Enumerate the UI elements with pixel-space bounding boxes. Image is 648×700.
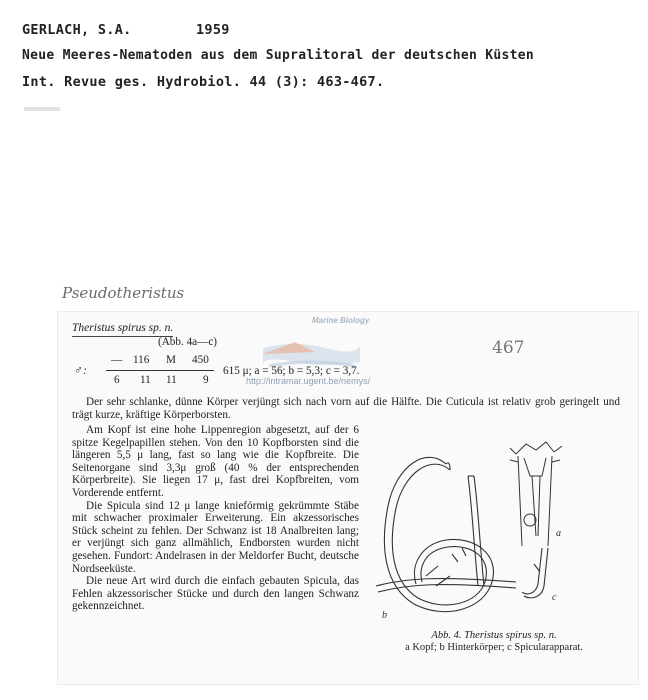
nematode-drawing [366,436,628,626]
formula-fraction-bar [106,370,214,371]
formula-bottom-2: 11 [140,374,151,386]
figure-caption-body: a Kopf; b Hinterkörper; c Spicularapparat. [405,642,583,653]
citation-title: Neue Meeres-Nematoden aus dem Supralitoral der deutschen Küsten [22,48,534,63]
citation-author: GERLACH, S.A. [22,22,132,38]
description-column [72,424,359,613]
figure-drawings [366,436,628,626]
formula-total-length: 615 μ; a = 56; b = 5,3; c = 3,7. [223,365,360,377]
species-figure-ref: (Abb. 4a—c) [158,336,218,348]
formula-top-2: 116 [133,354,150,366]
formula-bottom-1: 6 [114,374,120,386]
watermark-title: Marine Biology [312,316,370,325]
citation-year: 1959 [196,22,230,38]
description-text-3: Die Spicula sind 12 μ lange kniefórmig gekrümmte Stäbe mit schwacher proximaler Erweiterung. Ein akzessorisches Stück scheint zu fehlen. Der Schwanz ist 18 Analbreiten lang; er verjüngt sich ganz allmählich, Endborsten wurden nicht gesehen. Fundort: Andelrasen in der Meldorfer Bucht, deutsche Nordseeküste. [72,499,359,575]
watermark-url: http://intramar.ugent.be/nemys/ [246,376,371,386]
formula-top-3: M [166,354,176,366]
description-text-2: Am Kopf ist eine hohe Lippenregion abgesetzt, auf der 6 spitze Kegelpapillen stehen. Von den 10 Kopfborsten sind die längeren 5,5 μ lang, fast so lang wie die Kopfbreite. Die Seitenorgane sind 3,3μ groß (40 % der entsprechenden Körperbreite). Sie liegen 17 μ, fast drei Kopfbreiten, vom Vorderende entfernt. [72,424,359,499]
figure-label-b: b [382,610,387,621]
citation-journal: Int. Revue ges. Hydrobiol. 44 (3): 463-467. [22,74,385,90]
description-text-1: Der sehr schlanke, dünne Körper verjüngt sich nach vorn auf die Hälfte. Die Cuticula ist relativ grob geringelt und trägt kurze, kräftige Körperborsten. [72,396,620,421]
handwritten-page-number: 467 [492,338,525,358]
description-paragraph-1 [72,396,620,421]
formula-bottom-4: 9 [203,374,209,386]
figure-caption-title: Abb. 4. Theristus spirus sp. n. [431,630,557,641]
male-symbol: ♂: [74,363,87,377]
show-through-mark [24,104,64,114]
formula-top-4: 450 [192,354,209,366]
species-name: Theristus spirus sp. n. [72,322,173,337]
drawing-a [510,442,562,546]
figure-caption [376,630,612,654]
show-through-text [24,103,64,117]
formula-bottom-3: 11 [166,374,177,386]
description-text-4: Die neue Art wird durch die einfach gebauten Spicula, das Fehlen akzessorischer Stücke und durch den langen Schwanz gekennzeichnet. [72,575,359,613]
drawing-b [376,457,516,611]
figure-label-a: a [556,528,561,539]
figure-label-c: c [552,592,557,603]
handwritten-genus: Pseudotheristus [62,284,185,302]
drawing-c [522,548,548,598]
formula-top-1: — [111,354,123,366]
